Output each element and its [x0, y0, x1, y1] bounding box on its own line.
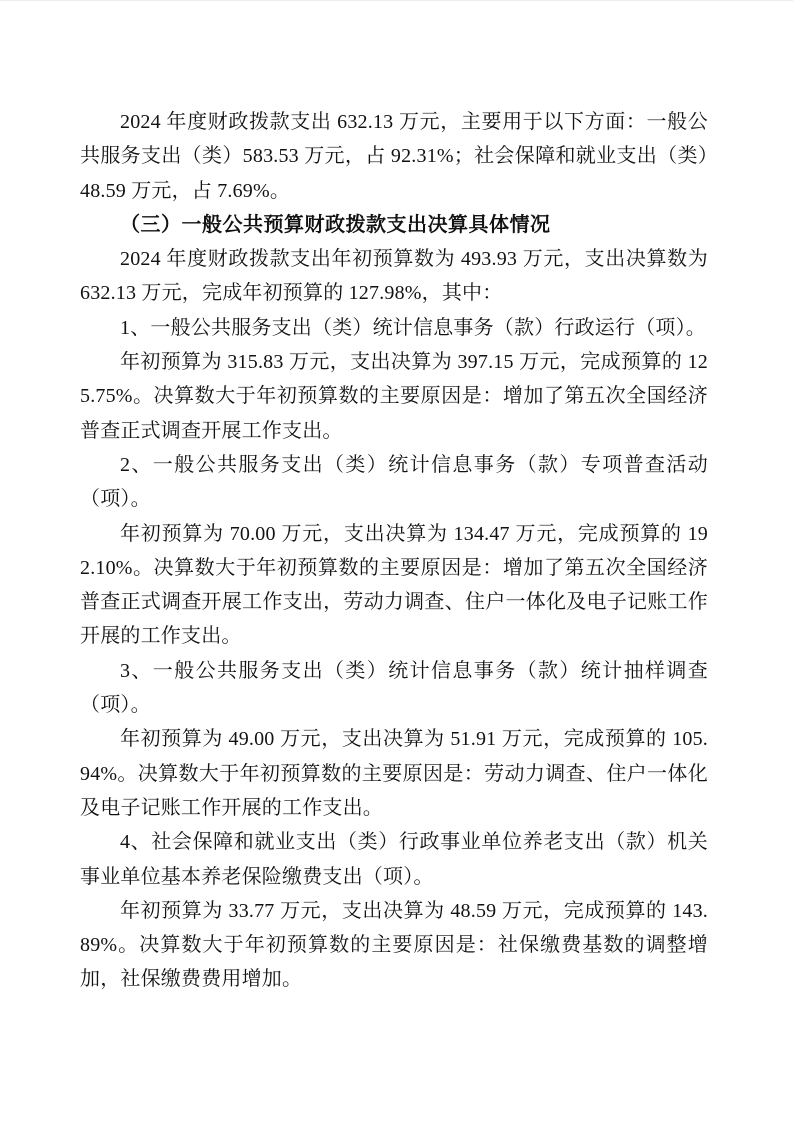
- paragraph-item-2-title: 2、一般公共服务支出（类）统计信息事务（款）专项普查活动（项）。: [80, 453, 708, 511]
- section-heading: （三）一般公共预算财政拨款支出决算具体情况: [120, 213, 551, 236]
- paragraph-item-4-title: 4、社会保障和就业支出（类）行政事业单位养老支出（款）机关事业单位基本养老保险缴费支出（项）。: [80, 831, 708, 888]
- paragraph-item-3-detail: 年初预算为 49.00 万元，支出决算为 51.91 万元，完成预算的 105.94%。决算数大于年初预算数的主要原因是：劳动力调查、住户一体化及电子记账工作开展的工作支出。: [80, 728, 708, 819]
- paragraph-item-3-title: 3、一般公共服务支出（类）统计信息事务（款）统计抽样调查（项）。: [80, 659, 708, 717]
- document-text-block: [80, 105, 708, 997]
- paragraph-item-1-detail: 年初预算为 315.83 万元，支出决算为 397.15 万元，完成预算的 125.75%。决算数大于年初预算数的主要原因是：增加了第五次全国经济普查正式调查开展工作支出。: [80, 351, 708, 442]
- paragraph-expenditure-overview: 2024 年度财政拨款支出 632.13 万元，主要用于以下方面：一般公共服务支出（类）583.53 万元，占 92.31%；社会保障和就业支出（类）48.59 万元，占 7.69%。: [80, 111, 708, 202]
- paragraph-item-4-detail: 年初预算为 33.77 万元，支出决算为 48.59 万元，完成预算的 143.89%。决算数大于年初预算数的主要原因是：社保缴费基数的调整增加，社保缴费费用增加。: [80, 899, 708, 991]
- paragraph-item-1-title: 1、一般公共服务支出（类）统计信息事务（款）行政运行（项）。: [120, 316, 706, 339]
- paragraph-item-2-detail: 年初预算为 70.00 万元，支出决算为 134.47 万元，完成预算的 192.10%。决算数大于年初预算数的主要原因是：增加了第五次全国经济普查正式调查开展工作支出，劳动力调查、住户一体化及电子记账工作开展的工作支出。: [80, 522, 708, 648]
- paragraph-budget-summary: 2024 年度财政拨款支出年初预算数为 493.93 万元，支出决算数为 632.13 万元，完成年初预算的 127.98%，其中：: [80, 248, 708, 305]
